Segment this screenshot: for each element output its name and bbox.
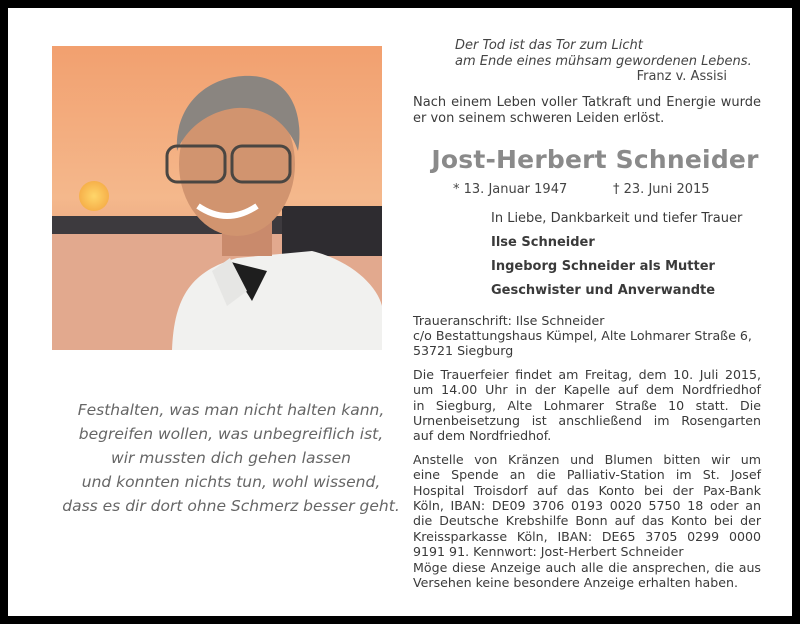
donation-line: Hospital Troisdorf auf das Konto bei der Pax-Bank (413, 482, 761, 498)
birth-date: * 13. Januar 1947 (453, 181, 568, 197)
donation-line: 9191 91. Kennwort: Jost-Herbert Schneider (413, 544, 684, 560)
mourners-intro: In Liebe, Dankbarkeit und tiefer Trauer (491, 210, 743, 226)
mourning-address (413, 313, 761, 359)
poem-line: wir mussten dich gehen lassen (111, 449, 351, 467)
mourner-name: Geschwister und Anverwandte (491, 282, 716, 298)
intro-text: Nach einem Leben voller Tatkraft und Energie wurde er von seinem schweren Leiden erlöst. (413, 94, 761, 126)
address-line: Traueranschrift: Ilse Schneider (413, 312, 605, 328)
address-line: 53721 Siegburg (413, 343, 514, 359)
life-dates (413, 182, 761, 197)
motto-line: am Ende eines mühsam gewordenen Lebens. (455, 53, 752, 69)
ceremony-line: in Siegburg, Alte Lohmarer Straße 10 statt. Die (413, 397, 761, 413)
mourner-name: Ingeborg Schneider als Mutter (491, 258, 715, 274)
ceremony-line: Die Trauerfeier findet am Freitag, dem 10. Juli 2015, (413, 366, 761, 382)
motto-line: Der Tod ist das Tor zum Licht (455, 38, 643, 53)
mourners (413, 207, 761, 303)
ceremony-line: um 14.00 Uhr in der Kapelle auf dem Nordfriedhof (413, 382, 761, 398)
ceremony-info (413, 367, 761, 444)
deceased-name: Jost-Herbert Schneider (431, 144, 759, 174)
donation-line: Anstelle von Kränzen und Blumen bitten wir um (413, 451, 761, 467)
mourner-name: Ilse Schneider (491, 234, 595, 250)
motto-quote (455, 38, 761, 85)
portrait-photo (52, 46, 382, 350)
poem-line: dass es dir dort ohne Schmerz besser geht. (62, 497, 400, 515)
donation-line: Versehen keine besondere Anzeige erhalten haben. (413, 575, 738, 590)
obituary-card (8, 8, 792, 616)
donation-line: die Deutsche Krebshilfe Bonn auf das Konto bei der (413, 513, 761, 529)
ceremony-line: Urnenbeisetzung ist anschließend im Rosengarten (413, 412, 761, 428)
donation-line: Kreissparkasse Köln, IBAN: DE65 3705 0299 0000 (413, 528, 761, 544)
donation-line: Köln, IBAN: DE09 3706 0193 0020 5750 18 oder an (413, 497, 761, 513)
poem-line: begreifen wollen, was unbegreiflich ist, (78, 425, 384, 443)
poem-line: Festhalten, was man nicht halten kann, (77, 401, 385, 419)
obituary-text (413, 38, 761, 590)
poem (36, 398, 426, 518)
address-line: c/o Bestattungshaus Kümpel, Alte Lohmarer Straße 6, (413, 327, 752, 343)
death-date: † 23. Juni 2015 (613, 181, 710, 197)
ceremony-line: auf dem Nordfriedhof. (413, 428, 552, 444)
donation-info (413, 452, 761, 591)
donation-line: Möge diese Anzeige auch alle die ansprechen, die aus (413, 559, 761, 575)
poem-line: und konnten nichts tun, wohl wissend, (81, 473, 381, 491)
donation-line: eine Spende an die Palliativ-Station im St. Josef (413, 467, 761, 483)
motto-author: Franz v. Assisi (636, 69, 727, 84)
